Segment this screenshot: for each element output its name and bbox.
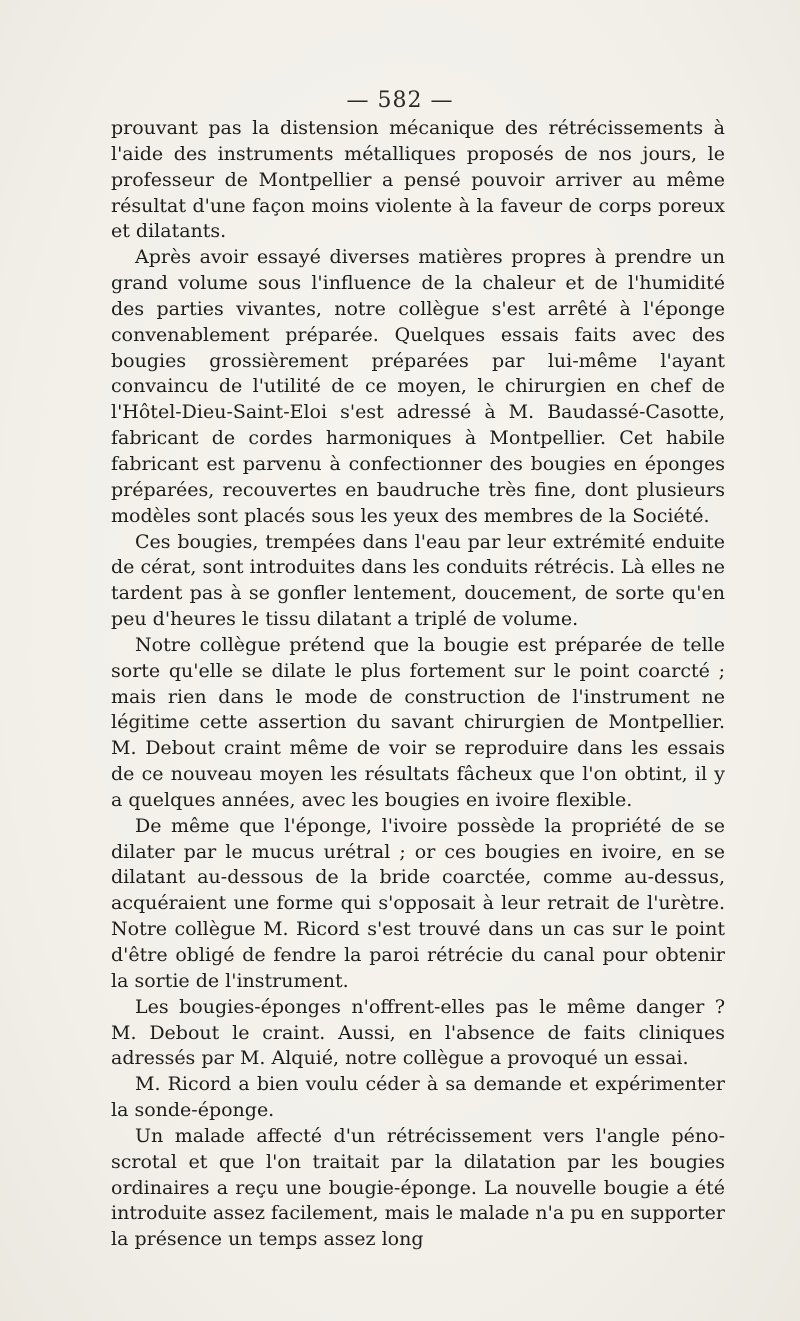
paragraph-2: Après avoir essayé diverses matières propres à prendre un grand volume sous l'influence de la chaleur et de l'humidité des parties vivantes, notre collègue s'est arrêté à l'éponge convenablement préparée. Quelques essais faits avec des bougies grossièrement préparées par lui-même l'ayant convaincu de l'utilité de ce moyen, le chirurgien en chef de l'Hôtel-Dieu-Saint-Eloi s'est adressé à M. Baudassé-Casotte, fabricant de cordes harmoniques à Montpellier. Cet habile fabricant est parvenu à confectionner des bougies en éponges préparées, recouvertes en baudruche très fine, dont plusieurs modèles sont placés sous les yeux des membres de la Société. <box>111 246 725 527</box>
paragraph-8: Un malade affecté d'un rétrécissement vers l'angle péno-scrotal et que l'on traitait par la dilatation par les bougies ordinaires a reçu une bougie-éponge. La nouvelle bougie a été introduite assez facilement, mais le malade n'a pu en supporter la présence un temps assez long <box>111 1124 725 1251</box>
paragraph-4: Notre collègue prétend que la bougie est préparée de telle sorte qu'elle se dilate le plus fortement sur le point coarcté ; mais rien dans le mode de construction de l'instrument ne légitime cette assertion du savant chirurgien de Montpellier. M. Debout craint même de voir se reproduire dans les essais de ce nouveau moyen les résultats fâcheux que l'on obtint, il y a quelques années, avec les bougies en ivoire flexible. <box>111 633 725 811</box>
page-number: — 582 — <box>346 88 454 113</box>
paragraph-3: Ces bougies, trempées dans l'eau par leur extrémité enduite de cérat, sont introduites dans les conduits rétrécis. Là elles ne tardent pas à se gonfler lentement, doucement, de sorte qu'en peu d'heures le tissu dilatant a triplé de volume. <box>111 530 725 631</box>
paragraph-7: M. Ricord a bien voulu céder à sa demande et expérimenter la sonde-éponge. <box>111 1073 725 1122</box>
paragraph-6: Les bougies-éponges n'offrent-elles pas le même danger ? M. Debout le craint. Aussi, en l'absence de faits cliniques adressés par M. Alquié, notre collègue a provoqué un essai. <box>111 995 725 1070</box>
body-text <box>111 116 725 1253</box>
paragraph-5: De même que l'éponge, l'ivoire possède la propriété de se dilater par le mucus urétral ; or ces bougies en ivoire, en se dilatant au-dessous de la bride coarctée, comme au-dessus, acquéraient une forme qui s'opposait à leur retrait de l'urètre. Notre collègue M. Ricord s'est trouvé dans un cas sur le point d'être obligé de fendre la paroi rétrécie du canal pour obtenir la sortie de l'instrument. <box>111 814 725 992</box>
paragraph-1: prouvant pas la distension mécanique des rétrécissements à l'aide des instruments métalliques proposés de nos jours, le professeur de Montpellier a pensé pouvoir arriver au même résultat d'une façon moins violente à la faveur de corps poreux et dilatants. <box>111 117 725 243</box>
